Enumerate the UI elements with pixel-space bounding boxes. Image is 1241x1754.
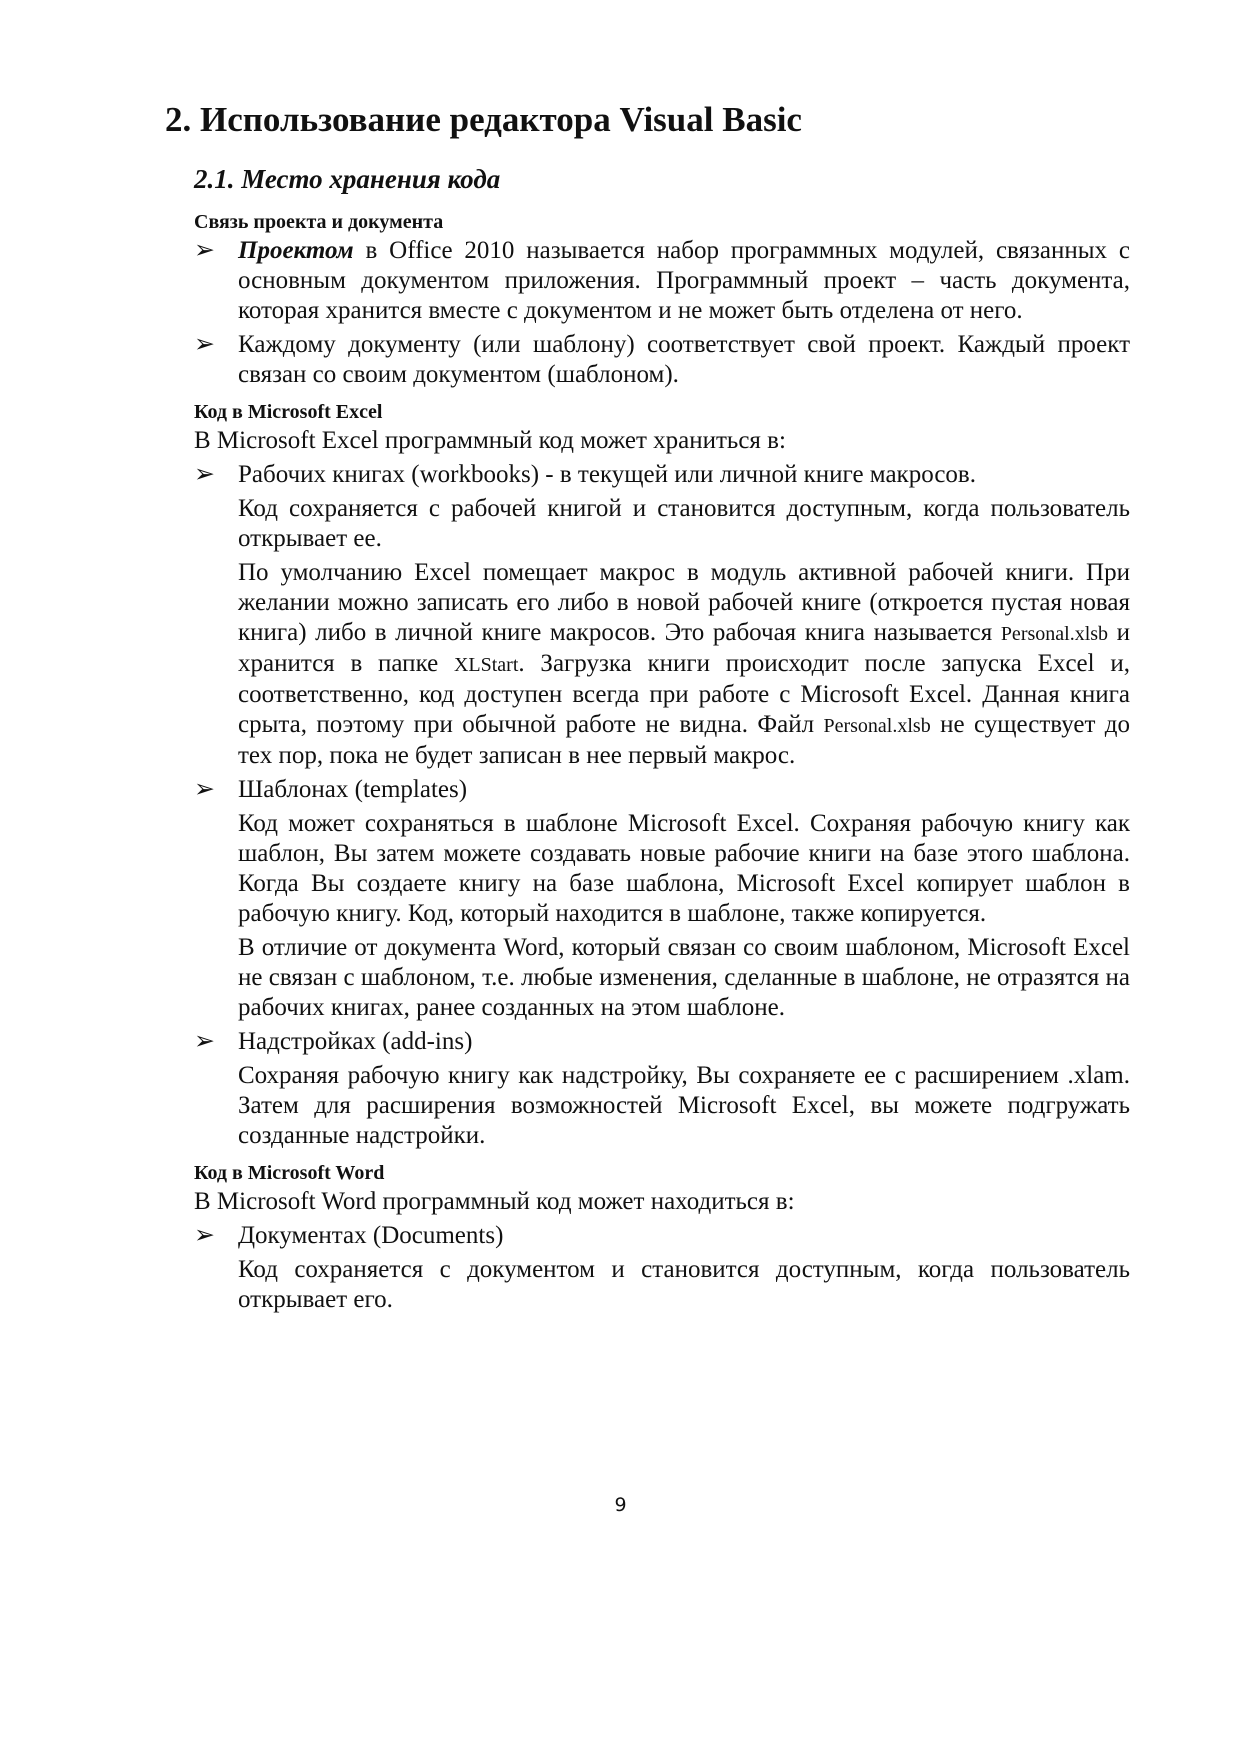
list-item xyxy=(194,1027,1130,1057)
list-item xyxy=(194,1221,1130,1251)
text: По умолчанию Excel помещает макрос в модуль активной рабочей книги. При желании можно записать его либо в новой рабочей книге (откроется пустая новая книга) либо в личной книге макросов. Это рабочая книга называется xyxy=(238,559,1130,646)
heading-word: Код в Microsoft Word xyxy=(194,1162,385,1184)
paragraph: В Microsoft Excel программный код может храниться в: xyxy=(194,427,786,454)
term-project: Проектом xyxy=(238,237,354,264)
heading-excel: Код в Microsoft Excel xyxy=(194,401,383,423)
page-body xyxy=(194,210,1130,1319)
paragraph: Сохраняя рабочую книгу как надстройку, Вы сохраняете ее с расширением .xlam. Затем для расширения возможностей Microsoft Excel, вы можете подгружать созданные надстройки. xyxy=(238,1062,1130,1149)
list-item xyxy=(194,330,1130,390)
paragraph: В Microsoft Word программный код может находиться в: xyxy=(194,1188,795,1215)
list-item-text: Шаблонах (templates) xyxy=(238,776,468,803)
arrow-bullet-icon: ➢ xyxy=(194,461,215,488)
paragraph: В отличие от документа Word, который связан со своим шаблоном, Microsoft Excel не связан с шаблоном, т.е. любые изменения, сделанные в шаблоне, не отразятся на рабочих книгах, ранее созданных на этом шаблоне. xyxy=(238,934,1130,1021)
list-item xyxy=(194,775,1130,805)
section-title: 2.1. Место хранения кода xyxy=(194,164,501,194)
chapter-title: 2. Использование редактора Visual Basic xyxy=(165,100,802,139)
filename: Personal.xlsb xyxy=(1000,623,1109,645)
list-item-text: в Office 2010 называется набор программных модулей, связанных с основным документом приложения. Программный проект – часть документа, которая хранится вместе с документом и не может быть отделена от него. xyxy=(238,237,1130,324)
paragraph: Код сохраняется с документом и становится доступным, когда пользователь открывает его. xyxy=(238,1256,1130,1313)
list-item xyxy=(194,460,1130,490)
paragraph xyxy=(194,558,1130,771)
arrow-bullet-icon: ➢ xyxy=(194,776,215,803)
list-item xyxy=(194,236,1130,326)
arrow-bullet-icon: ➢ xyxy=(194,1028,215,1055)
folder-name: XLStart xyxy=(453,654,519,676)
text: и хранится в папке xyxy=(238,619,1130,677)
text: не существует до тех пор, пока не будет записан в нее первый макрос. xyxy=(238,711,1131,769)
filename: Personal.xlsb xyxy=(823,715,931,737)
heading-project-document: Связь проекта и документа xyxy=(194,211,444,233)
arrow-bullet-icon: ➢ xyxy=(194,331,215,358)
page-number: 9 xyxy=(614,1494,627,1516)
paragraph: Код может сохраняться в шаблоне Microsoft Excel. Сохраняя рабочую книгу как шаблон, Вы затем можете создавать новые рабочие книги на базе этого шаблона. Когда Вы создаете книгу на базе шаблона, Microsoft Excel копирует шаблон в рабочую книгу. Код, который находится в шаблоне, также копируется. xyxy=(238,810,1130,927)
list-item-text: Документах (Documents) xyxy=(238,1222,504,1249)
list-item-text: Рабочих книгах (workbooks) - в текущей или личной книге макросов. xyxy=(238,461,976,488)
arrow-bullet-icon: ➢ xyxy=(194,1222,215,1249)
paragraph: Код сохраняется с рабочей книгой и становится доступным, когда пользователь открывает ее. xyxy=(238,495,1130,552)
list-item-text: Каждому документу (или шаблону) соответствует свой проект. Каждый проект связан со своим документом (шаблоном). xyxy=(238,331,1130,388)
arrow-bullet-icon: ➢ xyxy=(194,237,215,264)
list-item-text: Надстройках (add-ins) xyxy=(238,1028,473,1055)
text: . Загрузка книги происходит после запуска Excel и, соответственно, код доступен всегда при работе с Microsoft Excel. Данная книга срыта, поэтому при обычной работе не видна. Файл xyxy=(238,650,1130,738)
